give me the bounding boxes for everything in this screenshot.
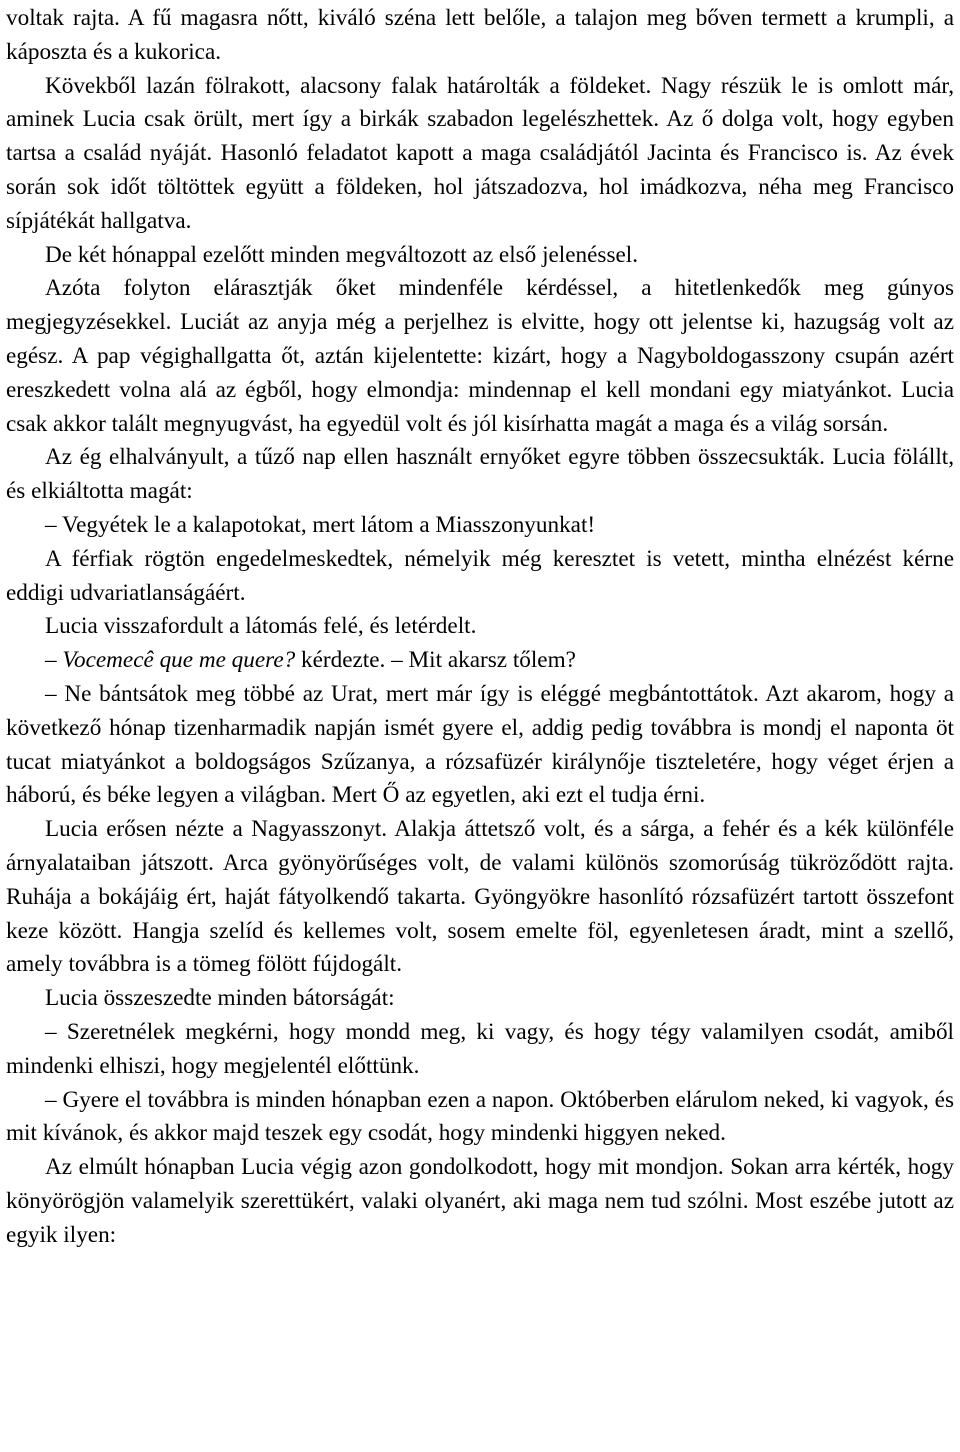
paragraph-10: – Ne bántsátok meg többé az Urat, mert már így is eléggé megbántottátok. Azt akarom, hogy a következő hónap tizenharmadik napján ismét gyere el, addig pedig továbbra is mondj el naponta öt tucat miatyánkot a boldogságos Szűzanya, a rózsafüzér királynője tiszteletére, hogy véget érjen a háború, és béke legyen a világban. Mert Ő az egyetlen, aki ezt el tudja érni. — [6, 680, 954, 809]
paragraph-7: A férfiak rögtön engedelmeskedtek, némelyik még keresztet is vetett, mintha elnézést kérne eddigi udvariatlanságáért. — [6, 545, 954, 606]
paragraph-12: Lucia összeszedte minden bátorságát: — [45, 985, 395, 1012]
paragraph-15: Az elmúlt hónapban Lucia végig azon gondolkodott, hogy mit mondjon. Sokan arra kérték, hogy könyörögjön valamelyik szerettükért, valaki olyanért, aki maga nem tud szólni. Most eszébe jutott az egyik ilyen: — [6, 1154, 954, 1248]
paragraph-3: De két hónappal ezelőtt minden megváltozott az első jelenéssel. — [45, 241, 639, 268]
paragraph-6: – Vegyétek le a kalapotokat, mert látom a Miasszonyunkat! — [45, 511, 596, 538]
paragraph-9-dash: – — [45, 647, 63, 674]
paragraph-5: Az ég elhalványult, a tűző nap ellen használt ernyőket egyre többen összecsukták. Lucia fölállt, és elkiáltotta magát: — [6, 444, 954, 505]
paragraph-2: Kövekből lazán fölrakott, alacsony falak határolták a földeket. Nagy részük le is omlott már, aminek Lucia csak örült, mert így a birkák szabadon legelészhettek. Az ő dolga volt, hogy egyben tartsa a család nyáját. Hasonló feladatot kapott a maga családjától Jacinta és Francisco is. Az évek során sok időt töltöttek együtt a földeken, hol játszadozva, hol imádkozva, néha meg Francisco sípjátékát hallgatva. — [6, 72, 954, 234]
paragraph-9-italic: Vocemecê que me quere? — [62, 647, 296, 674]
paragraph-1: voltak rajta. A fű magasra nőtt, kiváló széna lett belőle, a talajon meg bőven termett a krumpli, a káposzta és a kukorica. — [6, 5, 954, 65]
paragraph-13: – Szeretnélek megkérni, hogy mondd meg, ki vagy, és hogy tégy valamilyen csodát, amiből mindenki elhiszi, hogy megjelentél előttünk. — [6, 1018, 954, 1079]
paragraph-9-rest: kérdezte. – Mit akarsz tőlem? — [295, 647, 576, 674]
paragraph-14: – Gyere el továbbra is minden hónapban ezen a napon. Októberben elárulom neked, ki vagyok, és mit kívánok, és akkor majd teszek egy csodát, hogy mindenki higgyen neked. — [6, 1086, 954, 1147]
paragraph-8: Lucia visszafordult a látomás felé, és letérdelt. — [45, 613, 477, 640]
paragraph-4: Azóta folyton elárasztják őket mindenféle kérdéssel, a hitetlenkedők meg gúnyos megjegyzésekkel. Luciát az anyja még a perjelhez is elvitte, hogy ott jelentse ki, hazugság volt az egész. A pap végighallgatta őt, aztán kijelentette: kizárt, hogy a Nagyboldogasszony csupán azért ereszkedett volna alá az égből, hogy elmondja: mindennap el kell mondani egy miatyánkot. Lucia csak akkor talált megnyugvást, ha egyedül volt és jól kisírhatta magát a maga és a világ sorsán. — [6, 275, 954, 437]
paragraph-11: Lucia erősen nézte a Nagyasszonyt. Alakja áttetsző volt, és a sárga, a fehér és a kék különféle árnyalataiban játszott. Arca gyönyörűséges volt, de valami különös szomorúság tükröződött rajta. Ruhája a bokájáig ért, haját fátyolkendő takarta. Gyöngyökre hasonlító rózsafüzért tartott összefont keze között. Hangja szelíd és kellemes volt, sosem emelte föl, egyenletesen áradt, mint a szellő, amely továbbra is a tömeg fölött fújdogált. — [6, 816, 954, 978]
paragraph-9 — [6, 644, 954, 678]
